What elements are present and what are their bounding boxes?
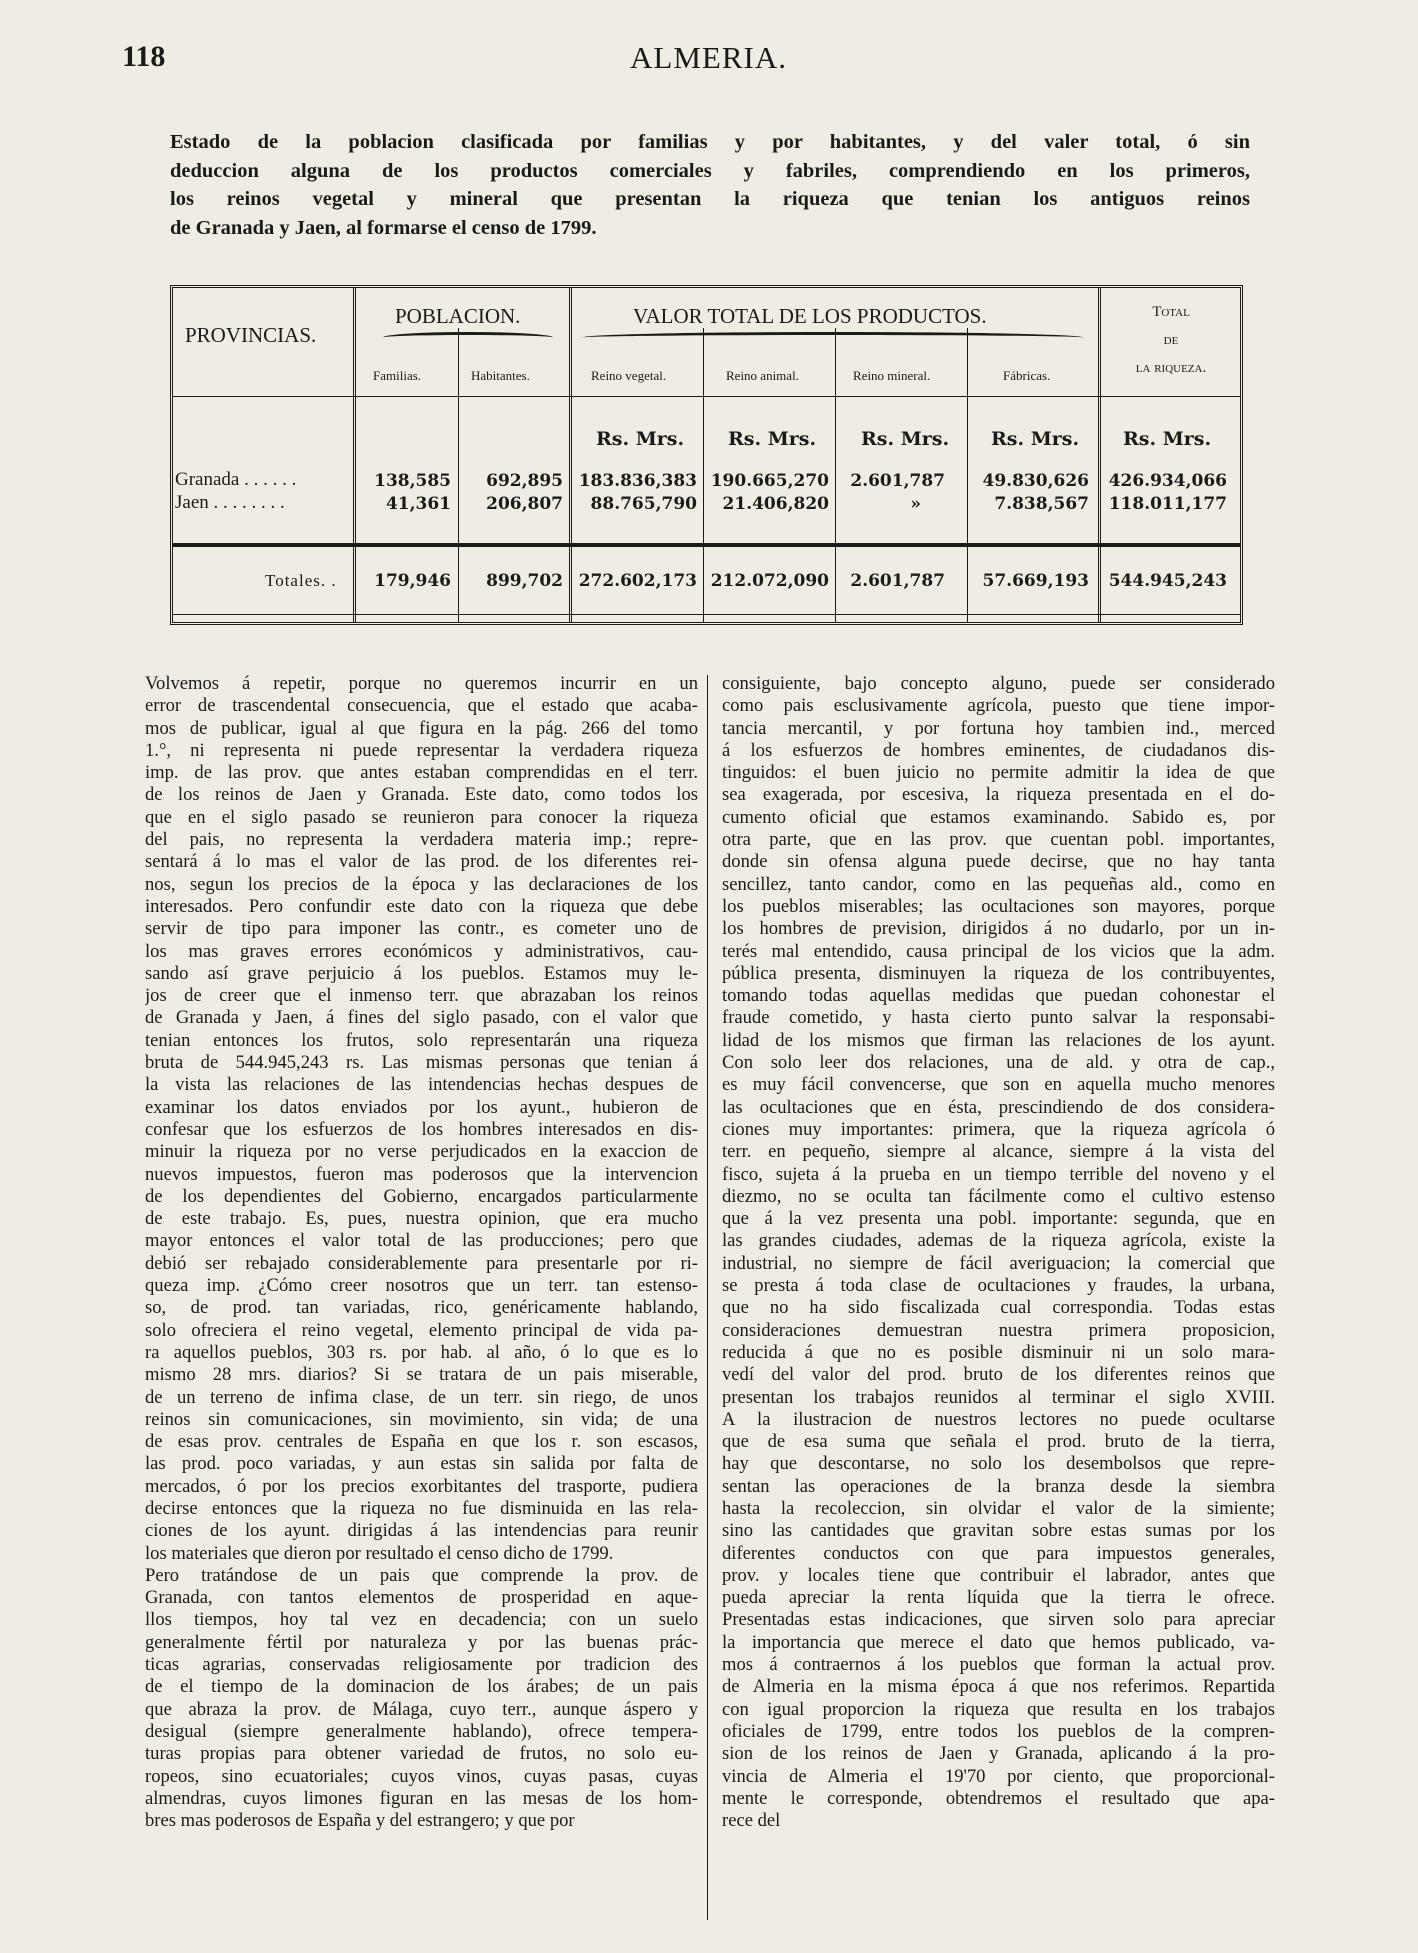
text-line: solo ofreciera el reino vegetal, elemento principal de vida pa- xyxy=(145,1319,698,1341)
text-line: ropeos, sino ecuatoriales; cuyos vinos, cuyas pasas, cuyas xyxy=(145,1765,698,1787)
text-line: ciones de los ayunt. dirigidas á las intendencias para reunir xyxy=(145,1520,698,1542)
total-reino-animal: 212.072,090 xyxy=(710,571,829,591)
unit-label: Rs. Mrs. xyxy=(728,428,817,450)
text-line: Con solo leer dos relaciones, una de ald. y otra de cap., xyxy=(722,1052,1275,1074)
cell-reino-mineral: » xyxy=(910,494,921,514)
text-line: del pais, no representa la verdadera materia imp.; repre- xyxy=(145,829,698,851)
text-line: terr. en pequeño, siempre al alcance, siempre á la vista del xyxy=(722,1141,1275,1163)
cell-reino-vegetal: 88.765,790 xyxy=(590,494,697,514)
cell-total: 426.934,066 xyxy=(1108,471,1227,491)
total-riqueza: 544.945,243 xyxy=(1108,571,1227,591)
text-line: ticas agrarias, conservadas religiosamente por tradicion des xyxy=(145,1654,698,1676)
text-line: so, de prod. tan variadas, rico, genéricamente hablando, xyxy=(145,1297,698,1319)
caption-line: Estado de la poblacion clasificada por familias y por habitantes, y del valer total, ó sin xyxy=(170,131,1250,153)
text-line: reinos sin comunicaciones, sin movimiento, sin vida; de una xyxy=(145,1408,698,1430)
text-line: Volvemos á repetir, porque no queremos incurrir en un xyxy=(145,673,698,694)
text-line: hay que descontarse, no solo los desembolsos que repre- xyxy=(722,1453,1275,1475)
text-line: la importancia que merece el dato que hemos publicado, va- xyxy=(722,1631,1275,1653)
text-line: que abraza la prov. de Málaga, cuyo terr., aunque áspero y xyxy=(145,1698,698,1720)
running-head: ALMERIA. xyxy=(630,40,787,75)
text-line: oficiales de 1799, entre todos los pueblos de la compren- xyxy=(722,1720,1275,1742)
text-line: de un terreno de infima clase, de un terr. sin riego, de unos xyxy=(145,1386,698,1408)
text-line: tomando todas aquellas medidas que puedan cohonestar el xyxy=(722,985,1275,1007)
text-line: de Almeria en la misma época á que nos referimos. Repartida xyxy=(722,1676,1275,1698)
text-line: diferentes conductos con que para impuestos generales, xyxy=(722,1542,1275,1564)
text-line: sentan las operaciones de la branza desde la siembra xyxy=(722,1475,1275,1497)
text-line: fisco, sujeta á la prueba en un tiempo terrible del noveno y el xyxy=(722,1163,1275,1185)
text-line: interesados. Pero confundir este dato con la riqueza que debe xyxy=(145,895,698,917)
text-line: almendras, cuyos limones figuran en las mesas de los hom- xyxy=(145,1787,698,1809)
text-line: minuir la riqueza por no verse perjudicados en la exaccion de xyxy=(145,1141,698,1163)
table-caption xyxy=(170,128,1250,242)
text-line: los pueblos miserables; las ocultaciones son mayores, porque xyxy=(722,895,1275,917)
text-line: generalmente fértil por naturaleza y por las buenas prác- xyxy=(145,1631,698,1653)
subheader-reino-vegetal: Reino vegetal. xyxy=(591,368,667,383)
text-line: servir de tipo para imponer las contr., es cometer uno de xyxy=(145,918,698,940)
text-line: mos de publicar, igual al que figura en la pág. 266 del tomo xyxy=(145,717,698,739)
header-total-line: Total xyxy=(1152,304,1190,320)
text-line: de Granada y Jaen, á fines del siglo pasado, con el valor que xyxy=(145,1007,698,1029)
text-line: presentan los trabajos reunidos al terminar el siglo XVIII. xyxy=(722,1386,1275,1408)
text-line: pueda apreciar la renta líquida que la tierra le ofrece. xyxy=(722,1587,1275,1609)
text-line: industrial, no siempre de fácil averiguacion; la comercial que xyxy=(722,1252,1275,1274)
text-line: como pais esclusivamente agrícola, puesto que tiene impor- xyxy=(722,695,1275,717)
text-line: terés mal entendido, causa principal de los vicios que la adm. xyxy=(722,940,1275,962)
text-line: se presta á toda clase de ocultaciones y fraudes, la urbana, xyxy=(722,1275,1275,1297)
text-line: sion de los reinos de Jaen y Granada, aplicando á la pro- xyxy=(722,1743,1275,1765)
text-line: las prod. poco variadas, y aun estas sin salida por falta de xyxy=(145,1453,698,1475)
cell-habitantes: 206,807 xyxy=(486,494,563,514)
text-line: los mas graves errores económicos y administrativos, cau- xyxy=(145,940,698,962)
text-line: reducida á que no es posible disminuir ni un solo mara- xyxy=(722,1341,1275,1363)
column-divider xyxy=(707,675,708,1920)
text-line: que de esa suma que señala el prod. bruto de la tierra, xyxy=(722,1431,1275,1453)
text-line: las grandes ciudades, ademas de la riqueza agrícola, existe la xyxy=(722,1230,1275,1252)
text-line: Pero tratándose de un pais que comprende la prov. de xyxy=(145,1564,698,1586)
text-line: bruta de 544.945,243 rs. Las mismas personas que tenian á xyxy=(145,1052,698,1074)
row-label-granada: Granada . . . . . . xyxy=(175,469,297,490)
text-line: diezmo, no se oculta tan fácilmente como el cultivo estenso xyxy=(722,1185,1275,1207)
text-line: rece del xyxy=(722,1810,781,1832)
unit-label: Rs. Mrs. xyxy=(1123,428,1212,450)
text-line: con igual proporcion la riqueza que resulta en los trabajos xyxy=(722,1698,1275,1720)
cell-fabricas: 7.838,567 xyxy=(994,494,1089,514)
text-line: error de trascendental consecuencia, que el estado que acaba- xyxy=(145,695,698,717)
text-line: imp. de las prov. que antes estaban comprendidas en el terr. xyxy=(145,762,698,784)
cell-reino-vegetal: 183.836,383 xyxy=(578,471,697,491)
text-line: vedí del valor del prod. bruto de los diferentes reinos que xyxy=(722,1364,1275,1386)
text-line: jos de creer que el inmenso terr. que abrazaban los reinos xyxy=(145,985,698,1007)
page-number: 118 xyxy=(122,40,166,73)
total-reino-mineral: 2.601,787 xyxy=(850,571,945,591)
text-line: mos á contraernos á los pueblos que forman la actual prov. xyxy=(722,1654,1275,1676)
text-line: de este trabajo. Es, pues, nuestra opinion, que era mucho xyxy=(145,1208,698,1230)
total-habitantes: 899,702 xyxy=(486,571,563,591)
cell-familias: 41,361 xyxy=(385,494,451,514)
text-line: de esas prov. centrales de España en que los r. son escasos, xyxy=(145,1431,698,1453)
text-line: nos, segun los precios de la época y las declaraciones de los xyxy=(145,873,698,895)
text-line: cumento oficial que estamos examinando. Sabido es, por xyxy=(722,806,1275,828)
total-fabricas: 57.669,193 xyxy=(982,571,1089,591)
left-column-text xyxy=(145,673,698,1832)
text-line: desigual (siempre generalmente hablando), ofrece tempera- xyxy=(145,1720,698,1742)
header-total-line: de xyxy=(1163,332,1179,348)
text-line: los hombres de prevision, dirigidos á no dudarlo, por un in- xyxy=(722,918,1275,940)
text-line: pública presenta, disminuyen la riqueza de los contribuyentes, xyxy=(722,962,1275,984)
text-line: Presentadas estas indicaciones, que sirven solo para apreciar xyxy=(722,1609,1275,1631)
text-line: decirse entonces que la riqueza no fue disminuida en las rela- xyxy=(145,1497,698,1519)
text-line: á los esfuerzos de hombres eminentes, de ciudadanos dis- xyxy=(722,739,1275,761)
cell-reino-animal: 21.406,820 xyxy=(722,494,829,514)
text-line: confesar que los esfuerzos de los hombres interesados en dis- xyxy=(145,1118,698,1140)
text-line: lidad de los mismos que firman las relaciones de los ayunt. xyxy=(722,1029,1275,1051)
text-line: ciones muy importantes: primera, que la riqueza agrícola ó xyxy=(722,1118,1275,1140)
cell-total: 118.011,177 xyxy=(1108,494,1227,514)
caption-line: de Granada y Jaen, al formarse el censo de 1799. xyxy=(170,216,597,239)
text-line: hasta la recoleccion, sin olvidar el valor de la simiente; xyxy=(722,1497,1275,1519)
unit-label: Rs. Mrs. xyxy=(861,428,950,450)
text-line: sando así grave perjuicio á los pueblos. Estamos muy le- xyxy=(145,962,698,984)
text-line: mente le corresponde, obtendremos el resultado que apa- xyxy=(722,1787,1275,1809)
text-line: queza imp. ¿Cómo creer nosotros que un terr. tan estenso- xyxy=(145,1275,698,1297)
text-line: que no ha sido fiscalizada cual correspondia. Todas estas xyxy=(722,1297,1275,1319)
cell-familias: 138,585 xyxy=(374,471,451,491)
text-line: Granada, con tantos elementos de prosperidad en aque- xyxy=(145,1587,698,1609)
unit-label: Rs. Mrs. xyxy=(991,428,1080,450)
header-provincias: PROVINCIAS. xyxy=(185,323,317,347)
row-label-totales: Totales. . xyxy=(265,571,337,590)
subheader-fabricas: Fábricas. xyxy=(1003,368,1051,383)
caption-line: deduccion alguna de los productos comerciales y fabriles, comprendiendo en los primeros, xyxy=(170,159,1250,182)
text-line: examinar los datos enviados por los ayunt., hubieron de xyxy=(145,1096,698,1118)
text-line: mayor entonces el valor total de las producciones; pero que xyxy=(145,1230,698,1252)
cell-fabricas: 49.830,626 xyxy=(982,471,1089,491)
right-column-text xyxy=(722,673,1275,1832)
header-valor-total: VALOR TOTAL DE LOS PRODUCTOS. xyxy=(633,304,987,328)
text-line: la vista las relaciones de las intendencias hechas despues de xyxy=(145,1074,698,1096)
text-line: tenian entonces los frutos, solo representarán una riqueza xyxy=(145,1029,698,1051)
text-line: las ocultaciones que en ésta, prescindiendo de dos considera- xyxy=(722,1096,1275,1118)
subheader-reino-animal: Reino animal. xyxy=(726,368,799,383)
cell-reino-mineral: 2.601,787 xyxy=(850,471,945,491)
text-line: mercados, ó por los precios exorbitantes del trasporte, pudiera xyxy=(145,1475,698,1497)
text-line: ra aquellos pueblos, 303 rs. por hab. al año, ó lo que es lo xyxy=(145,1341,698,1363)
text-line: de los reinos de Jaen y Granada. Este dato, como todos los xyxy=(145,784,698,806)
text-line: otra parte, que en las prov. que cuentan pobl. importantes, xyxy=(722,829,1275,851)
total-reino-vegetal: 272.602,173 xyxy=(578,571,697,591)
caption-line: los reinos vegetal y mineral que presentan la riqueza que tenian los antiguos reinos xyxy=(170,188,1250,210)
text-line: sencillez, tanto candor, como en las pequeñas ald., como en xyxy=(722,873,1275,895)
text-line: de los dependientes del Gobierno, encargados particularmente xyxy=(145,1185,698,1207)
cell-habitantes: 692,895 xyxy=(486,471,563,491)
text-line: consideraciones demuestran nuestra primera proposicion, xyxy=(722,1319,1275,1341)
text-line: tancia mercantil, y por fortuna hoy tambien ind., merced xyxy=(722,717,1275,739)
text-line: tinguidos: el buen juicio no permite admitir la idea de que xyxy=(722,762,1275,784)
text-line: 1.°, ni representa ni puede representar la verdadera riqueza xyxy=(145,739,698,761)
row-label-jaen: Jaen . . . . . . . . xyxy=(175,492,285,513)
population-wealth-table xyxy=(170,285,1243,625)
text-line: nuevos impuestos, fueron mas poderosos que la intervencion xyxy=(145,1163,698,1185)
unit-label: Rs. Mrs. xyxy=(596,428,685,450)
text-line: sino las cantidades que gravitan sobre estas sumas por los xyxy=(722,1520,1275,1542)
cell-reino-animal: 190.665,270 xyxy=(710,471,829,491)
text-line: bres mas poderosos de España y del estrangero; y que por xyxy=(145,1810,575,1832)
text-line: sentará á lo mas el valor de las prod. de los diferentes rei- xyxy=(145,851,698,873)
header-poblacion: POBLACION. xyxy=(395,304,521,328)
text-line: de el tiempo de la dominacion de los árabes; de un pais xyxy=(145,1676,698,1698)
subheader-reino-mineral: Reino mineral. xyxy=(853,368,931,383)
text-line: fraude cometido, y hasta cierto punto salvar la responsabi- xyxy=(722,1007,1275,1029)
text-line: donde sin ofensa alguna puede decirse, que no hay tanta xyxy=(722,851,1275,873)
text-line: los materiales que dieron por resultado el censo dicho de 1799. xyxy=(145,1542,614,1564)
subheader-familias: Familias. xyxy=(373,368,422,383)
text-line: A la ilustracion de nuestros lectores no puede ocultarse xyxy=(722,1408,1275,1430)
text-line: es muy fácil convencerse, que son en aquella mucho menores xyxy=(722,1074,1275,1096)
text-line: prov. y locales tiene que contribuir el labrador, antes que xyxy=(722,1564,1275,1586)
header-total-line: la riqueza. xyxy=(1135,360,1207,376)
text-line: llos tiempos, hoy tal vez en decadencia; con un suelo xyxy=(145,1609,698,1631)
header-total-riqueza xyxy=(1103,298,1239,382)
text-line: turas propias para obtener variedad de frutos, no solo eu- xyxy=(145,1743,698,1765)
total-familias: 179,946 xyxy=(374,571,451,591)
text-line: sea exagerada, por escesiva, la riqueza presentada en el do- xyxy=(722,784,1275,806)
text-line: debió ser rebajado considerablemente para presentarle por ri- xyxy=(145,1252,698,1274)
text-line: consiguiente, bajo concepto alguno, puede ser considerado xyxy=(722,673,1275,694)
text-line: mismo 28 mrs. diarios? Si se tratara de un pais miserable, xyxy=(145,1364,698,1386)
subheader-habitantes: Habitantes. xyxy=(471,368,530,383)
text-line: que en el siglo pasado se reunieron para conocer la riqueza xyxy=(145,806,698,828)
text-line: vincia de Almeria el 19'70 por ciento, que proporcional- xyxy=(722,1765,1275,1787)
text-line: que á la vez presenta una pobl. importante: segunda, que en xyxy=(722,1208,1275,1230)
